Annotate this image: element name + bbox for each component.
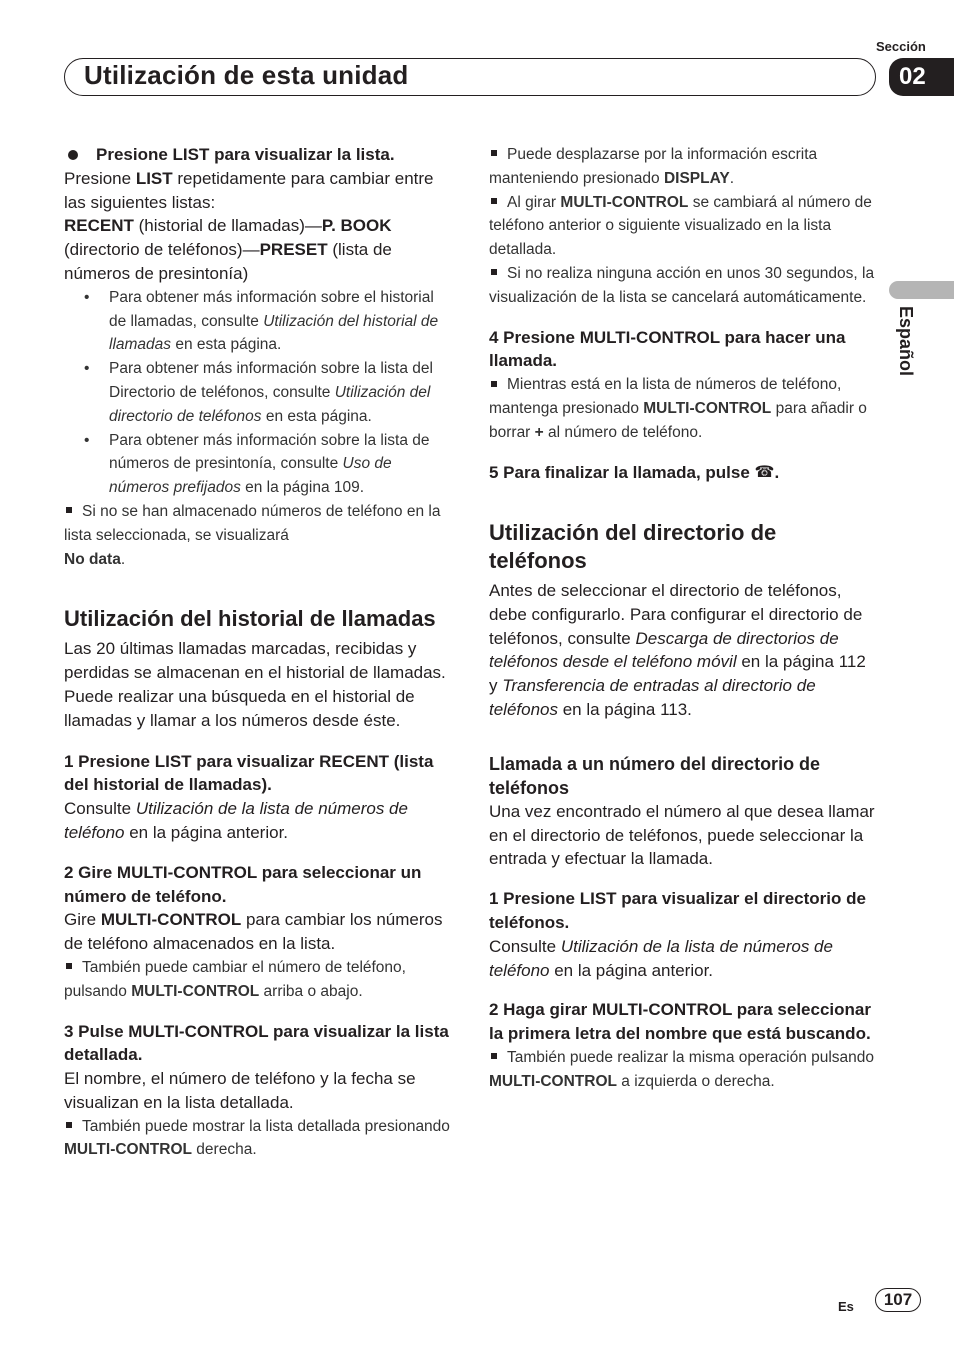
step-text: Consulte Utilización de la lista de números de teléfono en la página anterior. [489, 936, 833, 980]
list-item: • Para obtener más información sobre la lista de números de presintonía, consulte Uso de números prefijados en la página 109. [64, 429, 454, 500]
subsection-heading-call: Llamada a un número del directorio de teléfonos [489, 753, 821, 798]
language-label: Español [896, 306, 916, 377]
note: También puede realizar la misma operación pulsando MULTI-CONTROL a izquierda o derecha. [489, 1048, 875, 1090]
page-title: Utilización de esta unidad [84, 60, 409, 90]
note: Si no realiza ninguna acción en unos 30 segundos, la visualización de la lista se cancelará automáticamente. [489, 264, 875, 306]
note: Al girar MULTI-CONTROL se cambiará al número de teléfono anterior o siguiente visualizado en la lista detallada. [489, 193, 872, 259]
note: Puede desplazarse por la información escrita manteniendo presionado DISPLAY. [489, 146, 818, 187]
page-number: 107 [875, 1288, 921, 1312]
note-square-icon [491, 198, 497, 204]
call-intro: Una vez encontrado el número al que desea llamar en el directorio de teléfonos, puede seleccionar la entrada y efectuar la llamada. [489, 801, 875, 869]
step-title: 1 Presione LIST para visualizar el directorio de teléfonos. [489, 889, 866, 932]
note: También puede cambiar el número de teléfono, pulsando MULTI-CONTROL arriba o abajo. [64, 958, 406, 1000]
right-column [489, 143, 879, 1094]
section-heading-directory: Utilización del directorio de teléfonos [489, 519, 777, 573]
note: Si no se han almacenado números de teléfono en la lista seleccionada, se visualizará No data. [64, 502, 441, 568]
step-title: 3 Pulse MULTI-CONTROL para visualizar la lista detallada. [64, 1021, 449, 1065]
step-title: 2 Haga girar MULTI-CONTROL para seleccionar la primera letra del nombre que está buscando. [489, 1000, 871, 1044]
step-text: El nombre, el número de teléfono y la fecha se visualizan en la lista detallada. [64, 1069, 416, 1112]
list-instructions: Presione LIST repetidamente para cambiar entre las siguientes listas: [64, 168, 434, 212]
step-title: 4 Presione MULTI-CONTROL para hacer una llamada. [489, 327, 846, 371]
list-sequence: RECENT (historial de llamadas)—P. BOOK (directorio de teléfonos)—PRESET (lista de números de presintonía) [64, 216, 392, 283]
section-label: Sección [876, 39, 926, 54]
note-square-icon [66, 1122, 72, 1128]
step-text: Gire MULTI-CONTROL para cambiar los números de teléfono almacenados en la lista. [64, 910, 443, 954]
list-item: • Para obtener más información sobre la lista del Directorio de teléfonos, consulte Utilización del directorio de teléfonos en esta página. [64, 357, 454, 428]
note-square-icon [66, 507, 72, 513]
note-square-icon [491, 150, 497, 156]
step-text: Consulte Utilización de la lista de números de teléfono en la página anterior. [64, 799, 408, 842]
note: Mientras está en la lista de números de teléfono, mantenga presionado MULTI-CONTROL para añadir o borrar + al número de teléfono. [489, 376, 867, 441]
phone-hangup-icon: ☎ [754, 464, 775, 482]
left-column [64, 143, 454, 1162]
note: También puede mostrar la lista detallada presionando MULTI-CONTROL derecha. [64, 1117, 450, 1159]
note-square-icon [491, 381, 497, 387]
directory-intro: Antes de seleccionar el directorio de teléfonos, debe configurarlo. Para configurar el directorio de teléfonos, consulte Descarga de directorios de teléfonos desde el teléfono móvil en la página 112 y Transferencia de entradas al directorio de teléfonos en la página 113. [489, 580, 866, 719]
list-step: Presione LIST para visualizar la lista. [64, 143, 454, 167]
section-number-badge: 02 [889, 58, 954, 96]
step-title: 1 Presione LIST para visualizar RECENT (lista del historial de llamadas). [64, 751, 434, 795]
section-heading-history: Utilización del historial de llamadas [64, 606, 436, 632]
note-square-icon [491, 269, 497, 275]
list-item: • Para obtener más información sobre el historial de llamadas, consulte Utilización del historial de llamadas en esta página. [64, 286, 454, 357]
language-tab [889, 281, 954, 299]
note-square-icon [66, 963, 72, 969]
footer-language-code: Es [838, 1299, 854, 1314]
bullet-dot-icon [68, 150, 78, 160]
step-title: 2 Gire MULTI-CONTROL para seleccionar un número de teléfono. [64, 862, 422, 906]
history-intro: Las 20 últimas llamadas marcadas, recibidas y perdidas se almacenan en el historial de llamadas. Puede realizar una búsqueda en el historial de llamadas y llamar a los números desde éste. [64, 639, 446, 730]
note-square-icon [491, 1053, 497, 1059]
step-title: 5 Para finalizar la llamada, pulse ☎. [489, 461, 879, 485]
